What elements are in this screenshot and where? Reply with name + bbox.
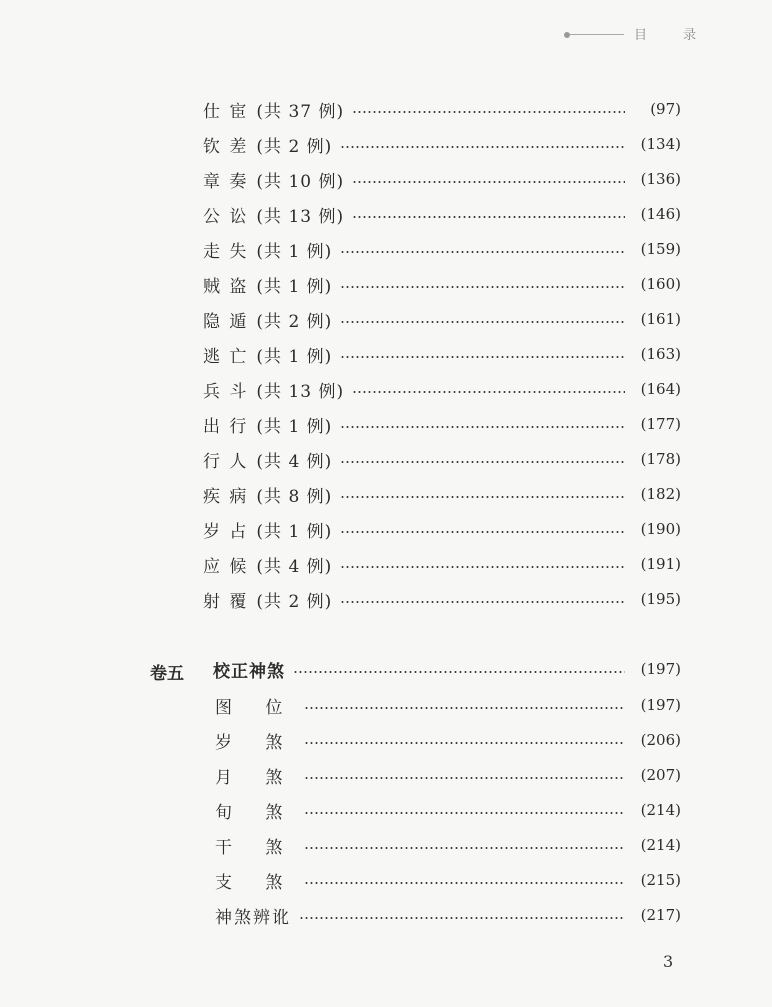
toc-entry-count: (共 8 例) xyxy=(256,486,333,507)
toc-entry-page: (160) xyxy=(640,275,681,293)
toc-entry-label: 出 行 xyxy=(203,416,249,437)
dot-leader xyxy=(304,812,625,814)
toc-entry-label: 章 奏 xyxy=(203,171,249,192)
toc-entry-page: (134) xyxy=(640,135,681,153)
dot-leader xyxy=(352,216,625,218)
toc-entry-label: 隐 遁 xyxy=(203,311,249,332)
toc-entry-page: (214) xyxy=(640,836,681,854)
dot-leader xyxy=(340,601,625,603)
dot-leader xyxy=(352,181,625,183)
toc-entry-count: (共 2 例) xyxy=(256,136,333,157)
dot-leader xyxy=(304,707,625,709)
toc-entry-label: 兵 斗 xyxy=(203,381,249,402)
toc-entry-page: (197) xyxy=(640,660,681,678)
volume-title: 校正神煞 xyxy=(213,661,285,682)
toc-entry[interactable] xyxy=(203,237,681,261)
toc-entry-count: (共 1 例) xyxy=(256,521,333,542)
toc-entry-page: (190) xyxy=(640,520,681,538)
dot-leader xyxy=(304,847,625,849)
dot-leader xyxy=(340,426,625,428)
toc-entry-page: (197) xyxy=(640,696,681,714)
toc-entry-label: 仕 宦 xyxy=(203,101,249,122)
dot-leader xyxy=(304,777,625,779)
toc-entry-page: (136) xyxy=(640,170,681,188)
toc-entry-page: (191) xyxy=(640,555,681,573)
toc-entry-count: (共 13 例) xyxy=(256,206,345,227)
toc-entry[interactable] xyxy=(215,903,681,927)
toc-entry-page: (217) xyxy=(640,906,681,924)
dot-leader xyxy=(304,742,625,744)
toc-entry-page: (207) xyxy=(640,766,681,784)
toc-entry-label: 射 覆 xyxy=(203,591,249,612)
toc-entry[interactable] xyxy=(203,587,681,611)
dot-leader xyxy=(352,391,625,393)
running-title: 目 录 xyxy=(634,28,713,43)
toc-entry[interactable] xyxy=(215,693,681,717)
toc-entry-count: (共 10 例) xyxy=(256,171,345,192)
toc-entry-label: 支 煞 xyxy=(215,872,297,893)
toc-entry-page: (182) xyxy=(640,485,681,503)
dot-leader xyxy=(340,356,625,358)
toc-entry-count: (共 1 例) xyxy=(256,346,333,367)
toc-entry[interactable] xyxy=(203,202,681,226)
toc-entry[interactable] xyxy=(203,167,681,191)
toc-entry[interactable] xyxy=(203,377,681,401)
volume-heading[interactable] xyxy=(213,657,681,681)
toc-entry-label: 行 人 xyxy=(203,451,249,472)
dot-leader xyxy=(340,251,625,253)
toc-entry[interactable] xyxy=(203,342,681,366)
toc-entry-count: (共 37 例) xyxy=(256,101,345,122)
header-bullet-icon xyxy=(564,32,570,38)
toc-entry-label: 旬 煞 xyxy=(215,802,297,823)
toc-entry[interactable] xyxy=(203,447,681,471)
toc-entry-page: (163) xyxy=(640,345,681,363)
running-header xyxy=(556,22,756,46)
toc-entry[interactable] xyxy=(203,307,681,331)
toc-entry-count: (共 2 例) xyxy=(256,311,333,332)
dot-leader xyxy=(340,566,625,568)
toc-entry-count: (共 4 例) xyxy=(256,556,333,577)
toc-entry-label: 逃 亡 xyxy=(203,346,249,367)
toc-entry-label: 钦 差 xyxy=(203,136,249,157)
dot-leader xyxy=(340,461,625,463)
dot-leader xyxy=(304,882,625,884)
toc-entry-page: (178) xyxy=(640,450,681,468)
page-number: 3 xyxy=(663,952,674,971)
toc-entry-label: 干 煞 xyxy=(215,837,297,858)
toc-entry-page: (214) xyxy=(640,801,681,819)
toc-entry-label: 走 失 xyxy=(203,241,249,262)
dot-leader xyxy=(340,146,625,148)
toc-entry-label: 图 位 xyxy=(215,697,297,718)
dot-leader xyxy=(352,111,625,113)
dot-leader xyxy=(340,496,625,498)
toc-entry-page: (159) xyxy=(640,240,681,258)
toc-entry[interactable] xyxy=(203,132,681,156)
toc-entry-page: (206) xyxy=(640,731,681,749)
toc-entry-label: 贼 盗 xyxy=(203,276,249,297)
toc-entry[interactable] xyxy=(215,763,681,787)
dot-leader xyxy=(340,531,625,533)
toc-entry-label: 公 讼 xyxy=(203,206,249,227)
toc-entry-page: (97) xyxy=(650,100,681,118)
dot-leader xyxy=(293,671,625,673)
toc-entry-label: 疾 病 xyxy=(203,486,249,507)
dot-leader xyxy=(340,286,625,288)
header-rule xyxy=(570,34,624,35)
toc-entry[interactable] xyxy=(215,833,681,857)
toc-entry-count: (共 13 例) xyxy=(256,381,345,402)
toc-entry-count: (共 1 例) xyxy=(256,241,333,262)
toc-entry-count: (共 1 例) xyxy=(256,276,333,297)
toc-entry-label: 月 煞 xyxy=(215,767,297,788)
toc-entry-count: (共 1 例) xyxy=(256,416,333,437)
toc-entry[interactable] xyxy=(203,272,681,296)
toc-entry-page: (177) xyxy=(640,415,681,433)
dot-leader xyxy=(340,321,625,323)
dot-leader xyxy=(299,917,625,919)
toc-entry-count: (共 2 例) xyxy=(256,591,333,612)
toc-entry-label: 应 候 xyxy=(203,556,249,577)
toc-entry-page: (146) xyxy=(640,205,681,223)
toc-entry-label: 岁 煞 xyxy=(215,732,297,753)
toc-entry[interactable] xyxy=(203,482,681,506)
toc-entry-page: (215) xyxy=(640,871,681,889)
volume-number: 卷五 xyxy=(150,664,184,684)
toc-entry-page: (164) xyxy=(640,380,681,398)
toc-entry[interactable] xyxy=(215,728,681,752)
toc-entry-label: 神煞辨讹 xyxy=(215,907,291,928)
toc-entry[interactable] xyxy=(203,412,681,436)
toc-entry-page: (195) xyxy=(640,590,681,608)
toc-entry[interactable] xyxy=(215,798,681,822)
toc-entry[interactable] xyxy=(203,552,681,576)
toc-entry-page: (161) xyxy=(640,310,681,328)
toc-entry[interactable] xyxy=(203,517,681,541)
toc-entry-count: (共 4 例) xyxy=(256,451,333,472)
toc-entry[interactable] xyxy=(203,97,681,121)
toc-entry[interactable] xyxy=(215,868,681,892)
toc-entry-label: 岁 占 xyxy=(203,521,249,542)
